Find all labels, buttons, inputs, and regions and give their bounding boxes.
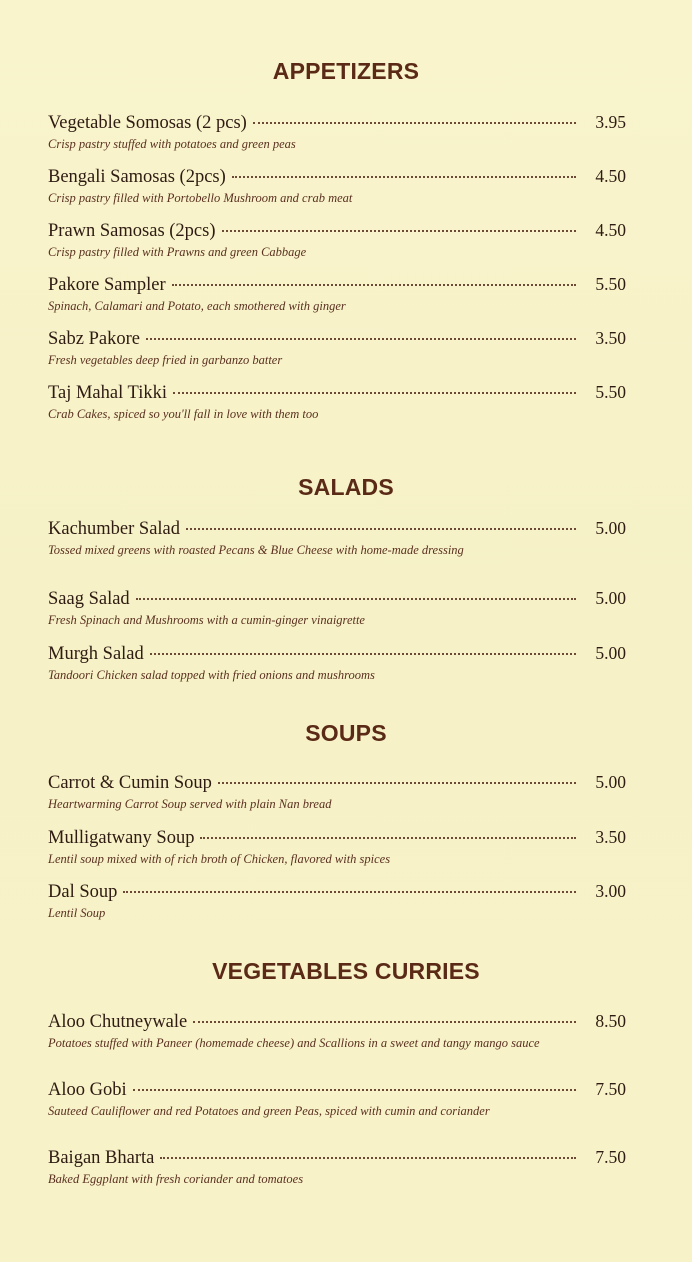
menu-item: [48, 220, 626, 260]
item-description: Crisp pastry stuffed with potatoes and green peas: [48, 137, 296, 151]
dot-leader: [136, 597, 576, 600]
menu-item: [48, 588, 626, 628]
dot-leader: [123, 890, 576, 893]
item-price: 7.50: [595, 1079, 626, 1099]
dot-leader: [193, 1020, 576, 1023]
menu-item: [48, 112, 626, 152]
item-price: 3.50: [595, 827, 626, 847]
item-description: Sauteed Cauliflower and red Potatoes and green Peas, spiced with cumin and coriander: [48, 1104, 490, 1118]
item-price: 5.00: [595, 643, 626, 663]
menu-item: [48, 518, 626, 558]
dot-leader: [186, 527, 576, 530]
item-price: 3.95: [595, 112, 626, 132]
menu-item: [48, 1079, 626, 1119]
item-description: Heartwarming Carrot Soup served with plain Nan bread: [48, 797, 332, 811]
item-name: Saag Salad: [48, 589, 130, 609]
item-description: Tossed mixed greens with roasted Pecans & Blue Cheese with home-made dressing: [48, 543, 464, 557]
item-description: Crisp pastry filled with Prawns and green Cabbage: [48, 245, 307, 259]
item-name: Carrot & Cumin Soup: [48, 773, 212, 793]
item-price: 5.50: [595, 382, 626, 402]
item-price: 3.50: [595, 328, 626, 348]
item-name: Taj Mahal Tikki: [48, 383, 167, 403]
menu-item: [48, 1147, 626, 1187]
dot-leader: [160, 1156, 576, 1159]
menu-item: [48, 382, 626, 422]
item-name: Aloo Chutneywale: [48, 1012, 188, 1032]
item-price: 4.50: [595, 166, 626, 186]
item-name: Baigan Bharta: [48, 1148, 155, 1168]
item-name: Sabz Pakore: [48, 329, 140, 349]
item-description: Lentil soup mixed with of rich broth of Chicken, flavored with spices: [48, 852, 391, 866]
dot-leader: [150, 652, 576, 655]
section-title-soups: SOUPS: [305, 720, 387, 746]
menu-item: [48, 643, 626, 683]
menu-item: [48, 328, 626, 368]
item-name: Prawn Samosas (2pcs): [48, 221, 216, 241]
item-name: Murgh Salad: [48, 644, 144, 664]
item-description: Spinach, Calamari and Potato, each smothered with ginger: [48, 299, 346, 313]
item-name: Aloo Gobi: [48, 1080, 127, 1100]
dot-leader: [253, 121, 576, 124]
item-name: Bengali Samosas (2pcs): [48, 167, 226, 187]
dot-leader: [232, 175, 576, 178]
dot-leader: [222, 229, 576, 232]
item-description: Potatoes stuffed with Paneer (homemade cheese) and Scallions in a sweet and tangy mango sauce: [48, 1036, 540, 1050]
item-description: Baked Eggplant with fresh coriander and tomatoes: [48, 1172, 304, 1186]
menu-item: [48, 827, 626, 867]
dot-leader: [146, 337, 576, 340]
item-name: Kachumber Salad: [48, 519, 181, 539]
dot-leader: [173, 391, 576, 394]
item-name: Dal Soup: [48, 882, 118, 902]
item-description: Lentil Soup: [48, 906, 106, 920]
item-price: 5.00: [595, 588, 626, 608]
item-price: 3.00: [595, 881, 626, 901]
menu-item: [48, 881, 626, 921]
item-price: 5.00: [595, 772, 626, 792]
menu-item: [48, 772, 626, 812]
section-title-vegetables-curries: VEGETABLES CURRIES: [212, 958, 480, 984]
menu-item: [48, 166, 626, 206]
item-name: Pakore Sampler: [48, 275, 166, 295]
dot-leader: [200, 836, 576, 839]
dot-leader: [218, 781, 576, 784]
section-title-appetizers: APPETIZERS: [272, 58, 420, 84]
item-name: Vegetable Somosas (2 pcs): [48, 113, 247, 133]
item-description: Crab Cakes, spiced so you'll fall in love with them too: [48, 407, 319, 421]
item-price: 5.00: [595, 518, 626, 538]
item-description: Tandoori Chicken salad topped with fried onions and mushrooms: [48, 668, 375, 682]
section-title-salads: SALADS: [298, 474, 394, 500]
item-name: Mulligatwany Soup: [48, 828, 195, 848]
item-price: 8.50: [595, 1011, 626, 1031]
dot-leader: [172, 283, 576, 286]
item-price: 7.50: [595, 1147, 626, 1167]
menu-item: [48, 274, 626, 314]
item-description: Fresh vegetables deep fried in garbanzo batter: [48, 353, 283, 367]
item-price: 4.50: [595, 220, 626, 240]
dot-leader: [133, 1088, 576, 1091]
item-description: Crisp pastry filled with Portobello Mushroom and crab meat: [48, 191, 353, 205]
item-price: 5.50: [595, 274, 626, 294]
item-description: Fresh Spinach and Mushrooms with a cumin-ginger vinaigrette: [48, 613, 365, 627]
menu-item: [48, 1011, 626, 1051]
